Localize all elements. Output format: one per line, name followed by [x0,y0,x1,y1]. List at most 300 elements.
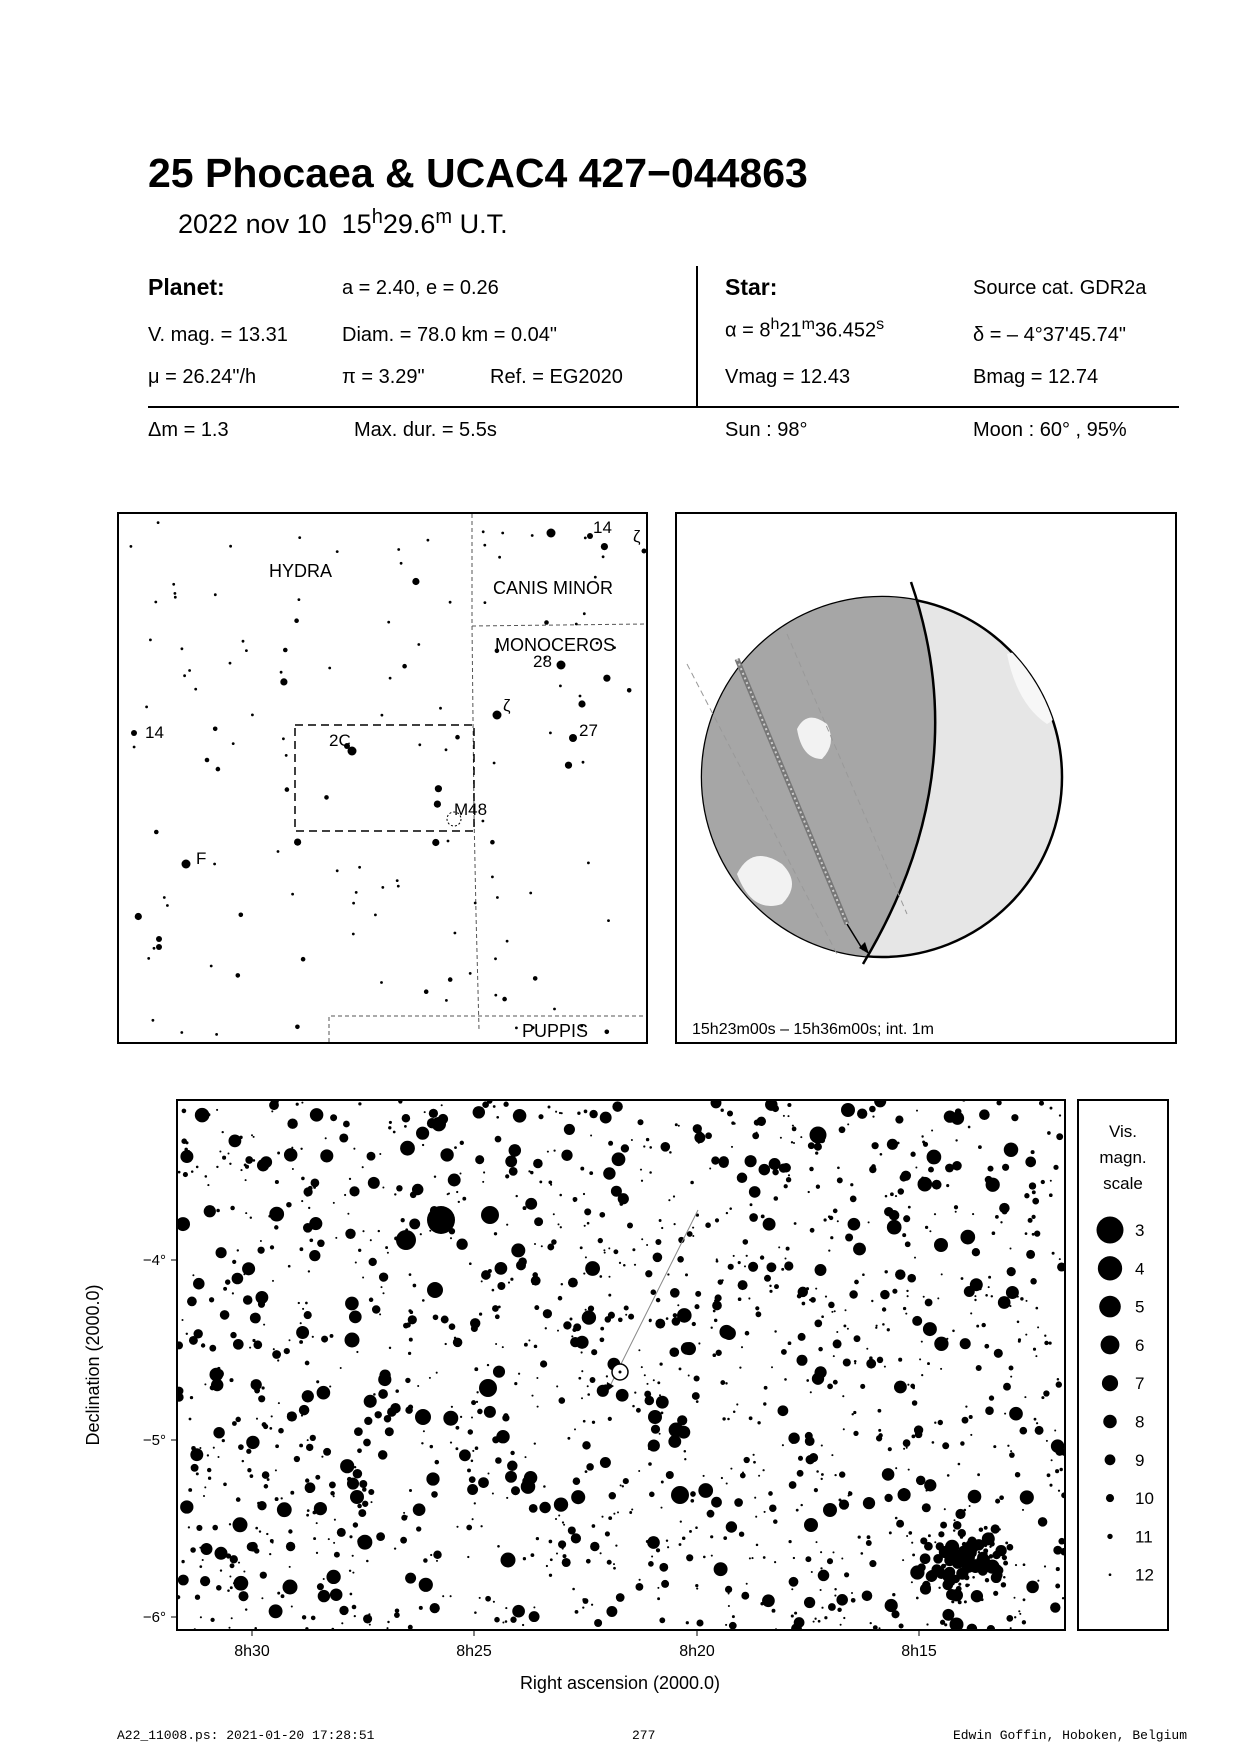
field-star [721,1109,724,1112]
field-star [963,1509,966,1512]
field-star [492,1305,499,1312]
field-star [816,1185,820,1189]
field-star [638,1349,640,1351]
field-star [842,1395,844,1397]
finder-star [172,583,175,586]
field-star [310,1108,324,1122]
finder-star [298,536,301,539]
field-star [590,1377,596,1383]
field-star [400,1537,407,1544]
field-star [450,1237,452,1239]
field-star [880,1153,883,1156]
finder-star-bright [557,661,566,670]
field-star [607,1560,612,1565]
field-star [269,1553,271,1555]
field-star [278,1428,284,1434]
field-star [722,1417,725,1420]
field-star [843,1358,851,1366]
field-star [837,1220,839,1222]
bright-field-star [481,1206,499,1224]
field-star [251,1134,253,1136]
field-star [1026,1581,1039,1594]
field-star [673,1195,675,1197]
cluster-star [982,1555,990,1563]
field-star [272,1350,281,1359]
field-star [599,1212,605,1218]
finder-star [397,885,400,888]
field-star [316,1552,318,1554]
finder-star [216,767,221,772]
cluster-star [989,1546,991,1548]
field-star [970,1434,972,1436]
field-star [454,1146,457,1149]
field-star [972,1248,980,1256]
field-star [952,1330,955,1333]
field-star [246,1449,251,1454]
field-star [649,1492,655,1498]
field-star [609,1492,616,1499]
field-star [857,1109,867,1119]
field-star [1041,1396,1044,1399]
field-star [240,1169,242,1171]
field-star [271,1415,273,1417]
field-star [791,1588,793,1590]
field-star [421,1442,423,1444]
field-star [1010,1627,1012,1629]
field-star [401,1515,407,1521]
field-star [594,1619,602,1627]
field-star [506,1224,508,1226]
field-star [242,1460,244,1462]
star-dec: δ = – 4°37'45.74" [973,324,1126,346]
field-star [234,1576,249,1591]
field-star [712,1301,722,1311]
field-star [368,1613,370,1615]
field-star [850,1196,857,1203]
field-star [649,1171,652,1174]
field-star [804,1597,815,1608]
field-star [1056,1567,1060,1571]
field-star [479,1412,481,1414]
field-star [352,1605,357,1610]
field-star [462,1197,466,1201]
field-star [589,1171,593,1175]
field-star [800,1136,802,1138]
field-star [810,1228,815,1233]
field-star [728,1264,734,1270]
field-star [934,1541,936,1543]
ytick-minus6: −6° [142,1609,166,1626]
field-star [288,1265,291,1268]
field-star [670,1288,680,1298]
field-star [460,1416,462,1418]
field-star [820,1589,822,1591]
field-star [984,1344,989,1349]
field-star [274,1225,278,1229]
field-star [1024,1193,1029,1198]
field-star [806,1455,815,1464]
finder-star [358,866,361,869]
field-star [533,1606,535,1608]
field-star [903,1439,911,1447]
field-star [302,1308,304,1310]
field-star [424,1111,426,1113]
field-star [390,1403,400,1413]
legend-magnitude-dot [1098,1256,1122,1280]
field-star [882,1307,886,1311]
planet-vmag: V. mag. = 13.31 [148,324,288,346]
field-star [581,1370,583,1372]
field-star [613,1563,615,1565]
field-star [719,1325,733,1339]
finder-star [605,1030,610,1035]
field-star [603,1249,605,1251]
field-star [805,1556,811,1562]
cluster-star [938,1568,944,1574]
field-star [862,1591,873,1602]
finder-star-bright [156,936,162,942]
field-star [289,1339,291,1341]
field-star [379,1394,382,1397]
field-star [899,1623,904,1628]
field-star [591,1349,597,1355]
field-star [862,1273,865,1276]
field-star [233,1339,244,1350]
field-star [430,1554,432,1556]
field-star [468,1429,473,1434]
field-star [245,1212,247,1214]
field-star [937,1297,939,1299]
field-star [363,1614,372,1623]
legend-magnitude-label: 7 [1135,1374,1145,1394]
finder-star [355,891,358,894]
field-star [571,1490,585,1504]
field-star [287,1412,293,1418]
field-star [1056,1381,1062,1387]
field-star [646,1244,648,1246]
finder-star [483,544,486,547]
finder-star [389,677,392,680]
field-star [187,1297,197,1307]
field-star [1046,1440,1048,1442]
field-star [659,1362,662,1365]
field-star [962,1417,969,1424]
finder-star [434,801,441,808]
field-star [525,1456,527,1458]
field-star [416,1127,429,1140]
field-star [492,1492,494,1494]
finder-star [149,639,152,642]
field-star [199,1565,202,1568]
field-star [209,1345,216,1352]
field-star [890,1192,894,1196]
field-star [450,1442,452,1444]
finder-star [280,678,287,685]
field-star [510,1451,514,1455]
field-star [510,1617,516,1623]
field-star [1053,1165,1058,1170]
field-star [726,1521,737,1532]
field-star [495,1262,508,1275]
bright-field-star [810,1127,827,1144]
field-star [522,1624,524,1626]
star-ra: $\alpha = 8^h21^m36.452^s$ [725,316,885,342]
finder-star-bright [569,734,577,742]
field-star [277,1359,279,1361]
delta-mag: Δm = 1.3 [148,419,229,441]
field-star [469,1476,476,1483]
field-star [191,1170,194,1173]
field-star [656,1548,660,1552]
field-star [455,1447,458,1450]
field-star [821,1444,823,1446]
field-star [1053,1546,1062,1555]
field-star [262,1386,265,1389]
field-star [559,1194,562,1197]
field-star [766,1262,776,1272]
field-star [659,1563,668,1572]
field-star [563,1524,565,1526]
cluster-star [920,1553,931,1564]
field-star [237,1249,239,1251]
field-star [815,1264,827,1276]
label-14-left: 14 [145,723,164,742]
field-star [454,1337,457,1340]
field-star [230,1563,235,1568]
finder-star [154,830,159,835]
legend-title-line2: magn. [1099,1148,1147,1167]
field-star [979,1527,984,1532]
field-star [1058,1490,1060,1492]
field-star [698,1342,700,1344]
field-star [941,1273,943,1275]
field-star [914,1257,916,1259]
finder-star [445,999,448,1002]
field-star [1048,1341,1051,1344]
star-bmag: Bmag = 12.74 [973,366,1099,388]
field-star [488,1473,490,1475]
field-star [441,1316,449,1324]
field-star [744,1240,746,1242]
field-star [305,1302,308,1305]
field-star [434,1175,436,1177]
field-star [600,1112,612,1124]
field-star [964,1286,975,1297]
field-star [344,1194,346,1196]
field-star [867,1535,871,1539]
finder-star [352,933,355,936]
field-star [608,1141,613,1146]
field-star [680,1520,682,1522]
field-star [307,1509,310,1512]
finder-star [397,548,400,551]
field-star [903,1307,906,1310]
field-star [269,1207,284,1222]
field-star [623,1147,627,1151]
field-star [866,1359,876,1369]
field-star [685,1273,688,1276]
field-star [1055,1469,1059,1473]
cluster-star [1003,1561,1008,1566]
cluster-star [981,1598,984,1601]
field-star [458,1201,460,1203]
field-star [976,1365,982,1371]
field-star [942,1442,949,1449]
field-star [443,1411,458,1426]
field-star [181,1319,183,1321]
field-star [306,1514,309,1517]
field-star [301,1102,303,1104]
field-star [235,1417,240,1422]
field-star [201,1543,213,1555]
field-star [218,1456,220,1458]
field-star [756,1544,759,1547]
finder-star [283,648,288,653]
field-star [507,1461,517,1471]
field-star [333,1542,335,1544]
field-star [1051,1459,1053,1461]
field-star [774,1330,776,1332]
field-star [768,1491,773,1496]
field-star [800,1504,802,1506]
field-star [393,1131,396,1134]
field-star [423,1558,428,1563]
field-star [202,1559,204,1561]
field-star [223,1287,227,1291]
field-star [306,1444,313,1451]
cluster-star [982,1532,995,1545]
field-star [347,1213,349,1215]
cluster-star [995,1545,1006,1556]
field-star [592,1264,595,1267]
field-star [600,1552,602,1554]
field-star [440,1148,453,1161]
cluster-star [1003,1584,1006,1587]
field-star [363,1439,371,1447]
field-star [492,1289,495,1292]
field-star [627,1222,633,1228]
sun-elongation: Sun : 98° [725,419,808,441]
field-star [683,1342,696,1355]
field-star [908,1469,910,1471]
finder-star [565,762,572,769]
field-star [869,1166,876,1173]
field-star [696,1588,698,1590]
cluster-star [991,1524,1000,1533]
field-star [305,1482,316,1493]
field-star [721,1477,723,1479]
field-star [364,1395,377,1408]
field-star [253,1136,255,1138]
field-star [397,1614,399,1616]
field-star [419,1606,423,1610]
field-star [651,1289,657,1295]
field-star [754,1497,756,1499]
field-star [863,1497,875,1509]
field-star [547,1151,549,1153]
field-star [311,1616,316,1621]
field-star [495,1457,502,1464]
field-star [505,1620,508,1623]
finder-star [285,754,288,757]
cluster-star [922,1558,925,1561]
field-star [729,1622,737,1630]
field-star [892,1593,895,1596]
field-star [634,1392,636,1394]
field-star [906,1535,908,1537]
field-star [796,1509,799,1512]
field-star [921,1135,923,1137]
field-star [608,1312,615,1319]
field-star [672,1429,674,1431]
field-star [309,1238,313,1242]
field-star [781,1349,787,1355]
field-star [814,1143,822,1151]
field-star [505,1471,517,1483]
field-star [312,1511,316,1515]
field-star [934,1337,948,1351]
field-star [578,1377,581,1380]
field-star [387,1252,389,1254]
legend-magnitude-label: 12 [1135,1565,1154,1585]
finder-star [501,532,504,535]
field-star [731,1146,733,1148]
field-star [561,1283,563,1285]
cluster-star [958,1529,966,1537]
field-star [273,1348,275,1350]
field-star [349,1570,351,1572]
field-star [924,1479,936,1491]
field-star [359,1480,367,1488]
field-star [695,1584,698,1587]
field-star [719,1156,729,1166]
field-star [450,1595,452,1597]
field-star [188,1488,192,1492]
field-star [475,1155,484,1164]
field-star [305,1361,310,1366]
page-title: 25 Phocaea & UCAC4 427−044863 [148,150,808,196]
field-star [476,1401,478,1403]
field-star [926,1623,928,1625]
field-star [644,1391,651,1398]
field-star [286,1202,292,1208]
field-star [567,1437,570,1440]
field-star [568,1526,576,1534]
field-star [420,1233,422,1235]
field-star [716,1260,719,1263]
field-star [1050,1107,1053,1110]
field-star [213,1447,215,1449]
field-star [400,1141,415,1156]
field-star [300,1148,302,1150]
table-horizontal-rule [148,406,1179,408]
field-star [712,1353,716,1357]
legend-magnitude-dot [1102,1375,1118,1391]
field-star [408,1315,417,1324]
field-star [495,1343,497,1345]
field-star [748,1262,758,1272]
field-star [495,1136,502,1143]
field-star [581,1351,583,1353]
finder-star [232,742,235,745]
field-star [1039,1101,1044,1106]
field-star [271,1110,273,1112]
field-star [370,1239,372,1241]
field-star [744,1457,750,1463]
finder-star [291,893,294,896]
field-star [195,1108,210,1123]
field-star [478,1477,489,1488]
